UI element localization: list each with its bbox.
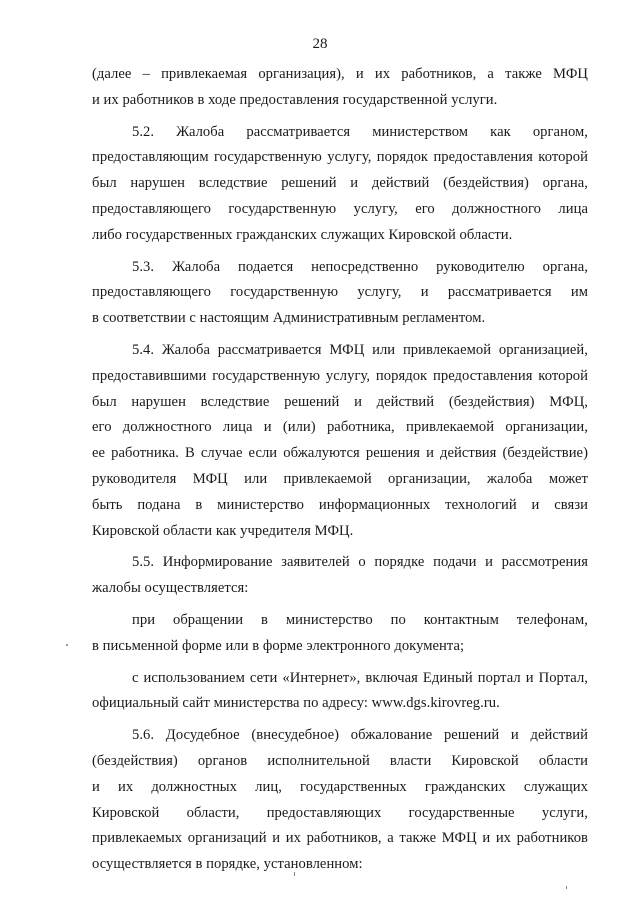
text-line: и их должностных лиц, государственных гражданских служащих bbox=[92, 778, 588, 795]
paragraph-5-4 bbox=[92, 338, 588, 544]
text-line: был нарушен вследствие решений и действий (бездействия) органа, bbox=[92, 175, 588, 192]
paragraph-5-6 bbox=[92, 723, 588, 878]
text-line: предоставившими государственную услугу, порядок предоставления которой bbox=[92, 367, 588, 384]
text-line: жалобы осуществляется: bbox=[92, 580, 249, 597]
text-line: 5.4. Жалоба рассматривается МФЦ или привлекаемой организацией, bbox=[132, 341, 588, 358]
text-line: Кировской области как учредителя МФЦ. bbox=[92, 522, 354, 539]
text-line: руководителя МФЦ или привлекаемой организации, жалоба может bbox=[92, 470, 588, 487]
text-line: 5.6. Досудебное (внесудебное) обжалование решений и действий bbox=[132, 727, 588, 744]
text-line: и их работников в ходе предоставления государственной услуги. bbox=[92, 91, 498, 108]
text-line: (бездействия) органов исполнительной власти Кировской области bbox=[92, 752, 588, 769]
paragraph-5-5-item-1 bbox=[92, 608, 588, 660]
text-line: его должностного лица и (или) работника, привлекаемой организации, bbox=[92, 419, 588, 436]
text-line: предоставляющего государственную услугу, и рассматривается им bbox=[92, 284, 588, 301]
text-line: быть подана в министерство информационных технологий и связи bbox=[92, 496, 588, 513]
text-line: с использованием сети «Интернет», включая Единый портал и Портал, bbox=[132, 669, 588, 686]
text-line: официальный сайт министерства по адресу: www.dgs.kirovreg.ru. bbox=[92, 695, 500, 712]
text-line: в соответствии с настоящим Административным регламентом. bbox=[92, 310, 486, 327]
text-line: осуществляется в порядке, установленном: bbox=[92, 856, 363, 873]
body-text bbox=[92, 62, 588, 879]
text-line: в письменной форме или в форме электронного документа; bbox=[92, 637, 465, 654]
page-number: 28 bbox=[312, 36, 328, 52]
text-line: предоставляющего государственную услугу, его должностного лица bbox=[92, 200, 588, 217]
paragraph-5-2 bbox=[92, 120, 588, 249]
text-line: либо государственных гражданских служащих Кировской области. bbox=[92, 226, 513, 243]
text-line: Кировской области, предоставляющих государственные услуги, bbox=[92, 804, 588, 821]
text-line: при обращении в министерство по контактным телефонам, bbox=[132, 611, 588, 628]
text-line: предоставляющим государственную услугу, порядок предоставления которой bbox=[92, 149, 588, 166]
paragraph-5-3 bbox=[92, 255, 588, 332]
text-line: 5.2. Жалоба рассматривается министерством как органом, bbox=[132, 123, 588, 140]
paragraph-continuation bbox=[92, 62, 588, 114]
text-line: (далее – привлекаемая организация), и их работников, а также МФЦ bbox=[92, 66, 588, 82]
text-line: ее работника. В случае если обжалуются решения и действия (бездействие) bbox=[92, 445, 588, 462]
scan-speck bbox=[566, 886, 567, 889]
scan-speck bbox=[294, 872, 295, 876]
text-line: 5.5. Информирование заявителей о порядке подачи и рассмотрения bbox=[132, 554, 588, 571]
text-line: привлекаемых организаций и их работников, а также МФЦ и их работников bbox=[92, 830, 588, 847]
text-line: 5.3. Жалоба подается непосредственно руководителю органа, bbox=[132, 258, 588, 275]
paragraph-5-5 bbox=[92, 550, 588, 602]
scan-speck bbox=[66, 644, 68, 646]
text-line: был нарушен вследствие решений и действий (бездействия) МФЦ, bbox=[92, 393, 588, 410]
paragraph-5-5-item-2 bbox=[92, 666, 588, 718]
